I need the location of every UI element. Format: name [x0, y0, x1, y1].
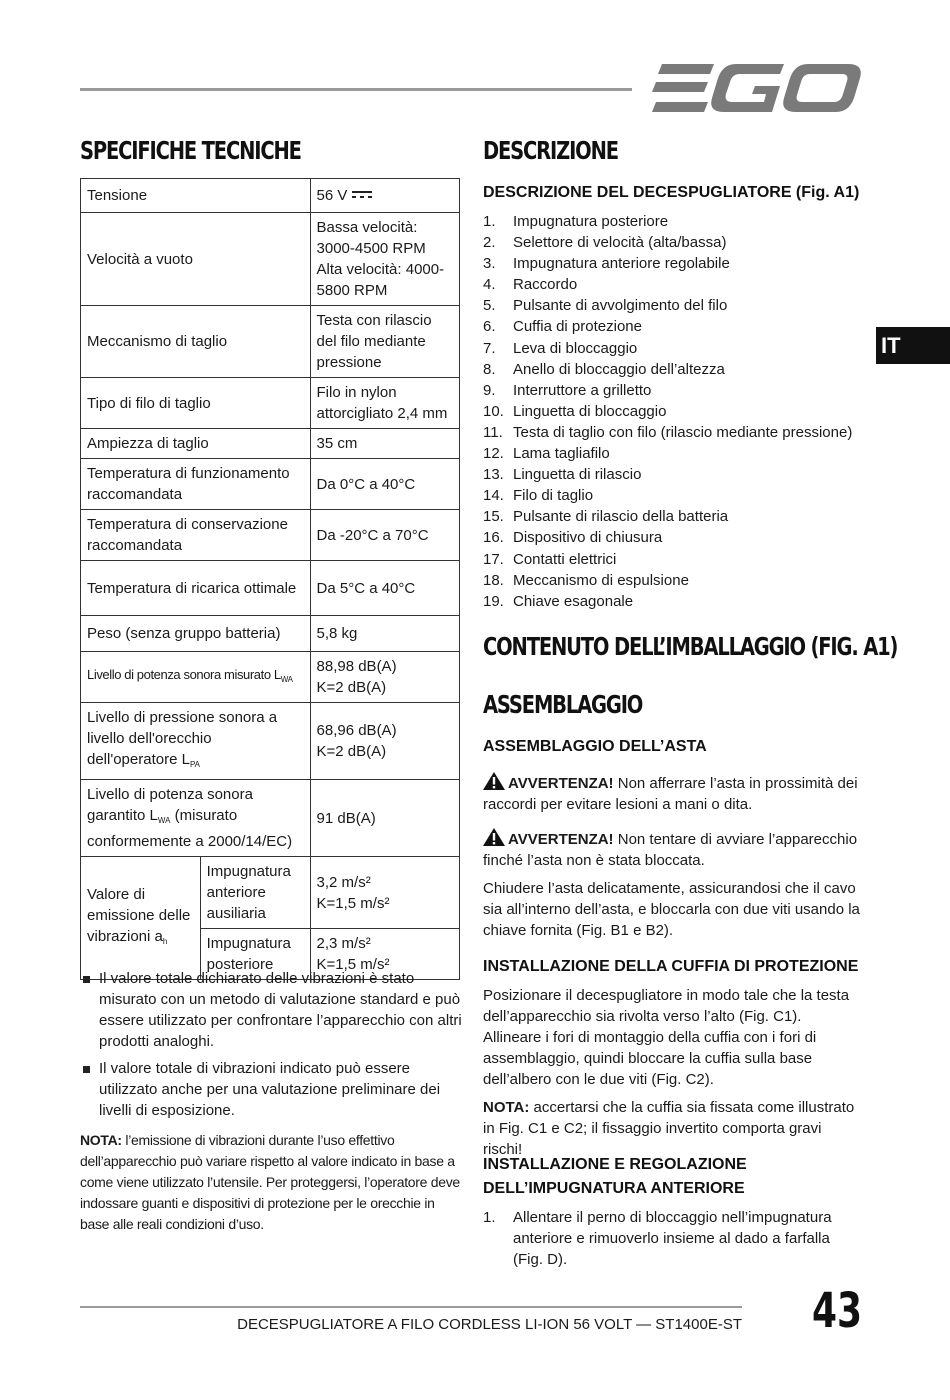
spec-value: Filo in nylon attorcigliato 2,4 mm [310, 378, 459, 429]
spec-value: 5,8 kg [310, 616, 459, 652]
table-row [81, 652, 460, 703]
spec-value: 56 V [310, 179, 459, 213]
list-item: 10. Linguetta di bloccaggio [483, 402, 667, 420]
parts-list [483, 211, 863, 612]
warning-1: AVVERTENZA! Non afferrare l’asta in prossimità dei raccordi per evitare lesioni a mani o dita. [483, 772, 863, 815]
spec-label: Meccanismo di taglio [81, 306, 311, 378]
list-item: Il valore totale dichiarato delle vibrazioni è stato misurato con un metodo di valutazione standard e può essere utilizzato per confrontare l’apparecchio con altri prodotti analoghi. [80, 968, 462, 1052]
spec-value: 35 cm [310, 429, 459, 459]
table-row [81, 780, 460, 857]
asta-instructions: Chiudere l’asta delicatamente, assicurandosi che il cavo sia all’interno dell’asta, e bloccarla con due viti usando la chiave fornita (Fig. B1 e B2). [483, 880, 860, 939]
spec-label: Velocità a vuoto [81, 213, 311, 306]
cuffia-note: NOTA: accertarsi che la cuffia sia fissata come illustrato in Fig. C1 e C2; il fissaggio invertito comporta gravi rischi! [483, 1099, 855, 1158]
list-item: 12. Lama tagliafilo [483, 445, 610, 463]
table-row [81, 703, 460, 780]
spec-value: Da 5°C a 40°C [310, 561, 459, 616]
descrizione-heading: DESCRIZIONE [483, 136, 618, 165]
impugnatura-steps [483, 1207, 863, 1270]
spec-label: Valore di emissione delle vibrazioni $a_h$ [81, 857, 201, 980]
spec-value: Bassa velocità: 3000-4500 RPM Alta velocità: 4000-5800 RPM [310, 213, 459, 306]
table-row [81, 857, 460, 929]
spec-label: Tensione [81, 179, 311, 213]
list-item: 13. Linguetta di rilascio [483, 466, 642, 484]
spec-value: 3,2 m/s² K=1,5 m/s² [310, 857, 459, 929]
spec-value: Da -20°C a 70°C [310, 510, 459, 561]
descrizione-subheading: DESCRIZIONE DEL DECESPUGLIATORE (Fig. A1) [483, 184, 860, 201]
warning-triangle-icon [483, 772, 505, 790]
list-item: 1. Allentare il perno di bloccaggio nell’impugnatura anteriore e rimuoverlo insieme al dado a farfalla (Fig. D). [483, 1209, 832, 1269]
spec-label: Temperatura di ricarica ottimale [81, 561, 311, 616]
spec-label: Livello di potenza sonora garantito $L_{WA}$ (misurato conformemente a 2000/14/EC) [81, 780, 311, 857]
list-item: 8. Anello di bloccaggio dell’altezza [483, 360, 725, 378]
spec-label: Livello di pressione sonora a livello dell'orecchio dell'operatore $L_{PA}$ [81, 703, 311, 780]
impugnatura-subheading-line2: DELL’IMPUGNATURA ANTERIORE [483, 1180, 745, 1197]
bullet-square-icon [83, 976, 90, 983]
ego-logo [652, 62, 862, 114]
list-item: 5. Pulsante di avvolgimento del filo [483, 297, 728, 315]
language-tab: IT [876, 327, 950, 364]
list-item: 2. Selettore di velocità (alta/bassa) [483, 234, 727, 252]
spec-value: 88,98 dB(A) K=2 dB(A) [310, 652, 459, 703]
list-item: 19. Chiave esagonale [483, 592, 634, 610]
list-item: 7. Leva di bloccaggio [483, 339, 638, 357]
specs-heading: SPECIFICHE TECNICHE [80, 136, 301, 165]
list-item: 15. Pulsante di rilascio della batteria [483, 508, 729, 526]
spec-sublabel: Impugnatura posteriore [200, 929, 310, 980]
spec-label: Livello di potenza sonora misurato $L_{WA}$ [81, 652, 311, 703]
assemblaggio-heading: ASSEMBLAGGIO [483, 690, 643, 719]
page-number: 43 [812, 1283, 863, 1339]
list-item: 1. Impugnatura posteriore [483, 213, 669, 230]
spec-value: 68,96 dB(A) K=2 dB(A) [310, 703, 459, 780]
footer-title: DECESPUGLIATORE A FILO CORDLESS LI-ION 56 VOLT — ST1400E-ST [237, 1316, 742, 1333]
list-item: 17. Contatti elettrici [483, 550, 617, 568]
table-row [81, 616, 460, 652]
list-item: 14. Filo di taglio [483, 487, 594, 505]
dc-symbol-icon [352, 190, 372, 200]
spec-value: 2,3 m/s² K=1,5 m/s² [310, 929, 459, 980]
spec-label: Peso (senza gruppo batteria) [81, 616, 311, 652]
vibration-bullets [80, 968, 462, 1127]
table-row [81, 179, 460, 213]
list-item: 18. Meccanismo di espulsione [483, 571, 689, 589]
table-row [81, 459, 460, 510]
warning-2: AVVERTENZA! Non tentare di avviare l’apparecchio finché l’asta non è stata bloccata. [483, 828, 863, 871]
spec-sublabel: Impugnatura anteriore ausiliaria [200, 857, 310, 929]
table-row [81, 510, 460, 561]
asta-subheading: ASSEMBLAGGIO DELL’ASTA [483, 738, 707, 755]
spec-label: Temperatura di funzionamento raccomandata [81, 459, 311, 510]
footer-rule [80, 1306, 742, 1308]
impugnatura-subheading-line1: INSTALLAZIONE E REGOLAZIONE [483, 1156, 747, 1173]
cuffia-instructions: Posizionare il decespugliatore in modo tale che la testa dell’apparecchio sia rivolta verso l’alto (Fig. C1). Allineare i fori di montaggio della cuffia con i fori di assemblaggio, quindi bloccare la cuffia sulla base dell’albero con le due viti (Fig. C2). [483, 987, 850, 1088]
list-item: Il valore totale di vibrazioni indicato può essere utilizzato anche per una valutazione preliminare dei livelli di esposizione. [80, 1058, 462, 1121]
list-item: 4. Raccordo [483, 276, 578, 294]
list-item: 3. Impugnatura anteriore regolabile [483, 255, 730, 273]
contenuto-heading: CONTENUTO DELL’IMBALLAGGIO (FIG. A1) [483, 632, 898, 661]
table-row [81, 561, 460, 616]
table-row [81, 306, 460, 378]
bullet-square-icon [83, 1066, 90, 1073]
list-item: 6. Cuffia di protezione [483, 318, 642, 336]
cuffia-subheading: INSTALLAZIONE DELLA CUFFIA DI PROTEZIONE [483, 958, 859, 975]
spec-value: Testa con rilascio del filo mediante pressione [310, 306, 459, 378]
list-item: 11. Testa di taglio con filo (rilascio mediante pressione) [483, 423, 853, 441]
spec-label: Temperatura di conservazione raccomandata [81, 510, 311, 561]
list-item: 16. Dispositivo di chiusura [483, 529, 663, 547]
spec-label: Ampiezza di taglio [81, 429, 311, 459]
spec-value: Da 0°C a 40°C [310, 459, 459, 510]
header-rule [80, 88, 632, 91]
table-row [81, 378, 460, 429]
table-row [81, 213, 460, 306]
vibration-note: NOTA: l’emissione di vibrazioni durante l’uso effettivo dell’apparecchio può variare rispetto al valore indicato in base a come viene utilizzato l’utensile. Per proteggersi, l’operatore deve indossare guanti e dispositivi di protezione per le orecchie in base alle reali condizioni d’uso. [80, 1132, 460, 1232]
list-item: 9. Interruttore a grilletto [483, 381, 652, 399]
spec-value: 91 dB(A) [310, 780, 459, 857]
spec-label: Tipo di filo di taglio [81, 378, 311, 429]
specs-table [80, 178, 460, 980]
table-row [81, 429, 460, 459]
warning-triangle-icon [483, 828, 505, 846]
